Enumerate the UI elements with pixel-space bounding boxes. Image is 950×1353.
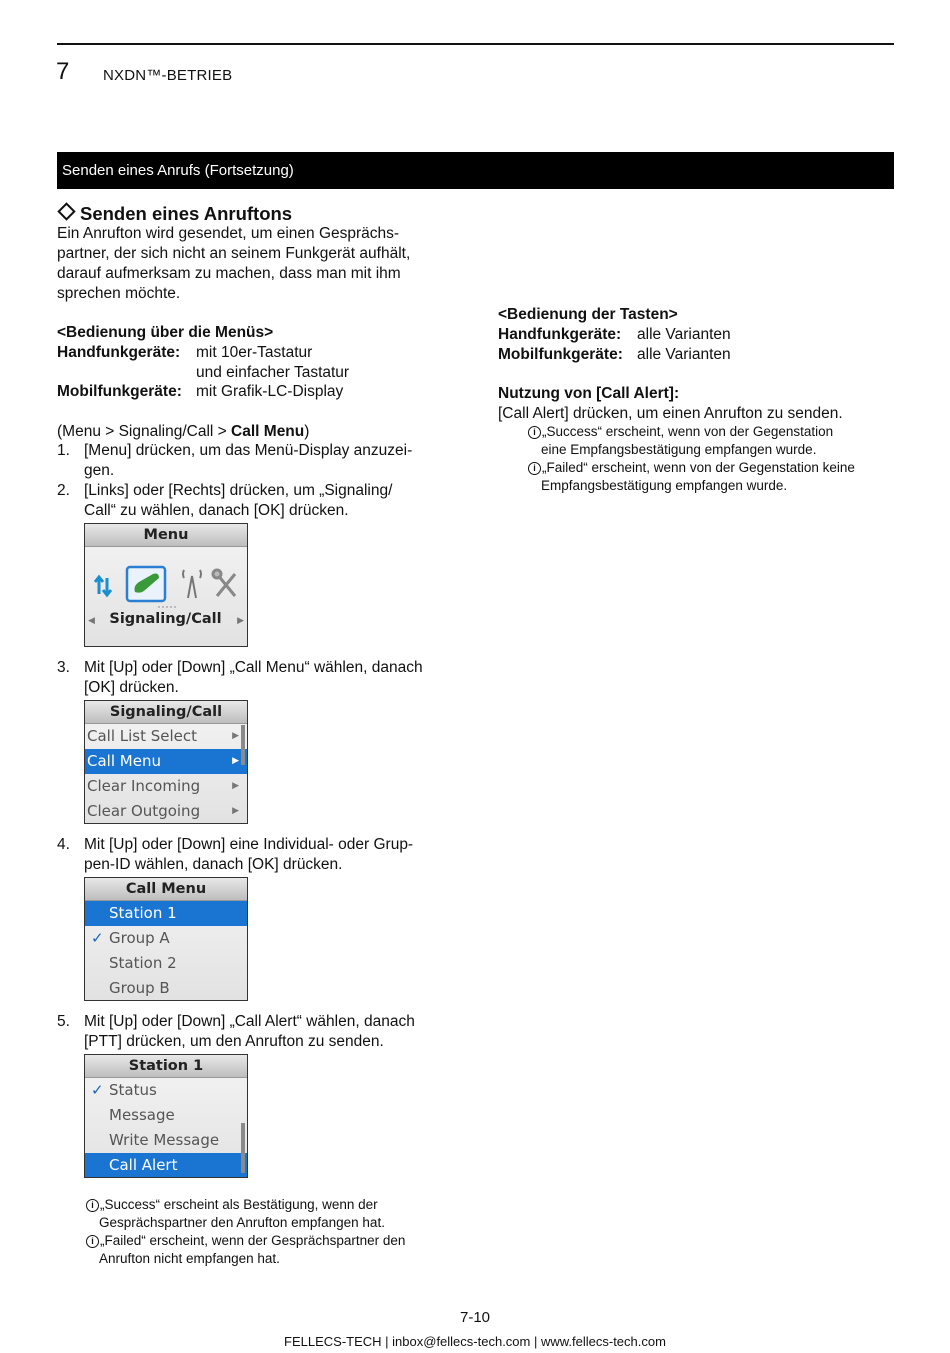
intro-line: darauf aufmerksam zu machen, dass man mit ihm <box>57 265 401 282</box>
info-icon: i <box>528 426 541 439</box>
lcd-row: Station 2 <box>109 954 177 972</box>
info-icon: i <box>86 1235 99 1248</box>
page-number: 7-10 <box>459 1309 491 1326</box>
info-icon: i <box>86 1199 99 1212</box>
intro-line: Ein Anrufton wird gesendet, um einen Gesprächs- <box>57 225 400 242</box>
step-text: Mit [Up] oder [Down] „Call Alert“ wählen, danach [PTT] drücken, um den Anrufton zu senden. <box>84 1013 415 1050</box>
chevron-right-icon: ▶ <box>232 806 239 816</box>
chapter-title: NXDN™-BETRIEB <box>103 67 233 84</box>
left-arrow-icon: ◀ <box>88 616 95 626</box>
checkmark-icon: ✓ <box>91 929 104 947</box>
menu-path <box>57 422 309 442</box>
call-alert-text: [Call Alert] drücken, um einen Anrufton zu senden. <box>498 405 843 422</box>
lcd-title: Menu <box>85 524 247 547</box>
menu-path-prefix: (Menu > Signaling/Call > <box>57 423 232 440</box>
step-text: [Links] oder [Rechts] drücken, um „Signaling/ Call“ zu wählen, danach [OK] drücken. <box>84 482 393 519</box>
section-bar <box>57 152 894 189</box>
scrollbar <box>241 1123 245 1173</box>
section-heading <box>57 203 292 225</box>
lcd-row: Group B <box>109 979 170 997</box>
lcd-row: Clear Incoming ▶ <box>85 774 247 799</box>
lcd-title: Call Menu <box>85 878 247 901</box>
chevron-right-icon: ▶ <box>232 756 239 766</box>
step-number: 1. <box>57 442 70 459</box>
lcd-screen-menu <box>84 523 248 647</box>
mobile-label: Mobilfunkgeräte: <box>57 383 182 400</box>
heading-text: Senden eines Anruftons <box>80 203 293 224</box>
antenna-icon <box>183 570 201 598</box>
chapter-number: 7 <box>56 58 70 85</box>
step-number: 4. <box>57 836 70 853</box>
mobile-value: mit Grafik-LC-Display <box>196 383 344 400</box>
step-text: Mit [Up] oder [Down] eine Individual- oder Grup- pen-ID wählen, danach [OK] drücken. <box>84 836 414 873</box>
handheld-value: alle Varianten <box>637 326 731 343</box>
phone-icon <box>127 567 165 601</box>
handheld-value: mit 10er-Tastatur <box>196 344 313 361</box>
lcd-row: Write Message <box>109 1131 220 1149</box>
lcd-row-selected: Station 1 <box>85 901 247 926</box>
lcd-screen-call-menu <box>84 877 248 1001</box>
footer-contact: FELLECS-TECH | inbox@fellecs-tech.com | www.fellecs-tech.com <box>284 1334 666 1349</box>
handheld-label: Handfunkgeräte: <box>498 326 622 343</box>
menu-icon-row <box>85 550 246 620</box>
lcd-row-selected: Call Alert <box>85 1153 247 1178</box>
lcd-screen-station <box>84 1054 248 1178</box>
right-arrow-icon: ▶ <box>237 616 244 626</box>
lcd-title: Station 1 <box>85 1055 247 1078</box>
key-op-title: <Bedienung der Tasten> <box>498 306 678 323</box>
note: i „Success“ erscheint als Bestätigung, wenn der Gesprächspartner den Anrufton empfangen hat. <box>86 1196 385 1232</box>
menu-path-bold: Call Menu <box>231 423 305 440</box>
menu-op-title: <Bedienung über die Menüs> <box>57 324 274 341</box>
checkmark-icon: ✓ <box>91 1081 104 1099</box>
note: i „Failed“ erscheint, wenn der Gesprächspartner den Anrufton nicht empfangen hat. <box>86 1232 405 1268</box>
lcd-screen-signaling <box>84 700 248 824</box>
lcd-row: ✓ Status <box>85 1078 247 1103</box>
step-text: Mit [Up] oder [Down] „Call Menu“ wählen, danach [OK] drücken. <box>84 659 423 696</box>
step-number: 3. <box>57 659 70 676</box>
mobile-value: alle Varianten <box>637 346 731 363</box>
step-text: [Menu] drücken, um das Menü-Display anzuzei- gen. <box>84 442 413 479</box>
step-number: 5. <box>57 1013 70 1030</box>
handheld-value-2: und einfacher Tastatur <box>196 364 350 381</box>
top-rule <box>57 43 894 45</box>
tools-icon <box>213 570 235 596</box>
intro-line: partner, der sich nicht an seinem Funkgerät aufhält, <box>57 245 411 262</box>
lcd-row: Message <box>109 1106 175 1124</box>
intro-paragraph <box>57 224 410 304</box>
lcd-row: Clear Outgoing ▶ <box>85 799 247 824</box>
arrows-icon <box>95 577 111 595</box>
diamond-icon <box>57 202 75 220</box>
handheld-label: Handfunkgeräte: <box>57 344 181 361</box>
note: i „Failed“ erscheint, wenn von der Gegenstation keine Empfangsbestätigung empfangen wurde. <box>528 459 855 495</box>
chevron-right-icon: ▶ <box>232 731 239 741</box>
step-number: 2. <box>57 482 70 499</box>
chevron-right-icon: ▶ <box>232 781 239 791</box>
menu-label: Signaling/Call <box>109 611 222 627</box>
note: i „Success“ erscheint, wenn von der Gegenstation eine Empfangsbestätigung empfangen wurde. <box>528 423 833 459</box>
section-title: Senden eines Anrufs (Fortsetzung) <box>62 162 294 179</box>
call-alert-title: Nutzung von [Call Alert]: <box>498 385 680 402</box>
scrollbar <box>241 725 245 765</box>
lcd-row-selected: Call Menu ▶ <box>85 749 247 774</box>
mobile-label: Mobilfunkgeräte: <box>498 346 623 363</box>
lcd-row: Call List Select ▶ <box>85 724 247 749</box>
menu-path-suffix: ) <box>304 423 310 440</box>
lcd-title: Signaling/Call <box>85 701 247 724</box>
intro-line: sprechen möchte. <box>57 285 181 302</box>
info-icon: i <box>528 462 541 475</box>
lcd-row: ✓ Group A <box>85 926 247 951</box>
